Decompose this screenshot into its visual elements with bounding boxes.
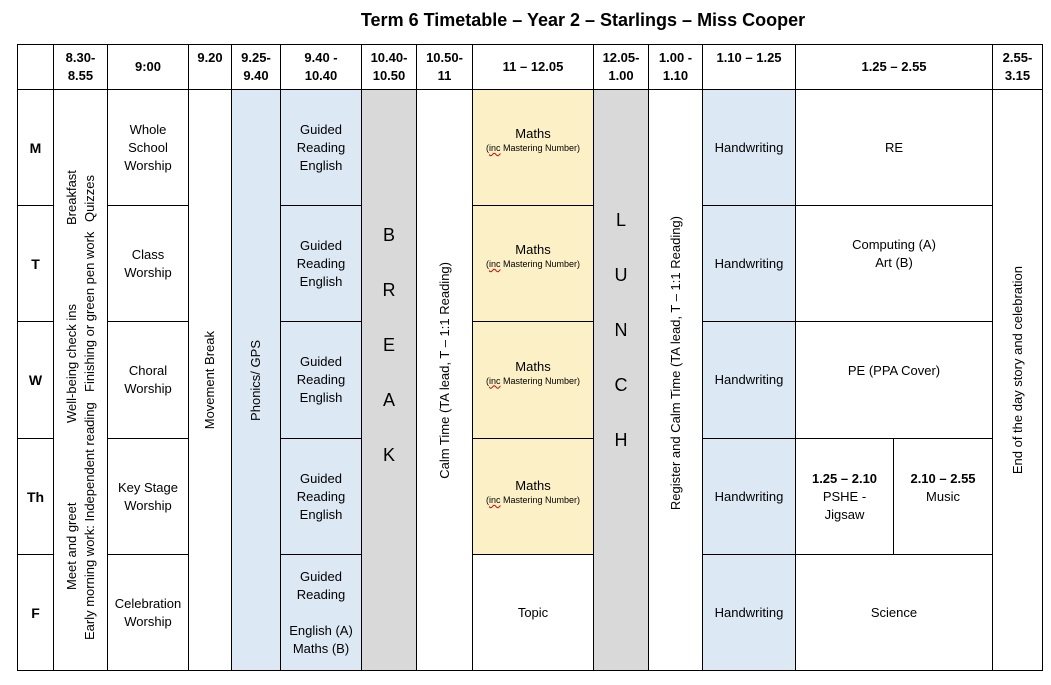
header-corner	[17, 44, 54, 90]
maths-label: Maths	[515, 478, 551, 493]
guided-line: Guided	[300, 237, 342, 253]
subject-label: Computing (A)	[852, 237, 936, 252]
subject-label: Art (B)	[875, 255, 913, 270]
guided-line: English	[299, 390, 343, 405]
subject-label: Jigsaw	[824, 506, 865, 522]
movement-break-cell	[188, 89, 232, 671]
header-label: 2.55- 3.15	[1002, 50, 1033, 83]
header-time-1050	[416, 44, 473, 90]
guided-line: Guided	[300, 568, 342, 584]
handwriting-label: Handwriting	[714, 139, 784, 155]
subject-label: PSHE -	[822, 488, 867, 504]
register-calm-cell	[648, 89, 703, 671]
header-time-0830	[53, 44, 108, 90]
maths-sub-rest: Mastering Number	[500, 495, 578, 505]
page-title: Term 6 Timetable – Year 2 – Starlings – Miss Cooper	[360, 10, 806, 30]
handwriting-label: Handwriting	[714, 372, 784, 387]
header-time-0900	[107, 44, 189, 90]
register-calm-label: Register and Calm Time (TA lead, T – 1:1 Reading)	[667, 215, 683, 511]
worship-tue	[107, 205, 189, 322]
calm-time-label: Calm Time (TA lead, T – 1:1 Reading)	[436, 261, 452, 479]
guided-reading-wed	[280, 321, 362, 439]
header-time-1040	[361, 44, 417, 90]
day-label-wed: W	[17, 321, 54, 439]
header-label: 1.25 – 2.55	[861, 59, 927, 74]
guided-reading-mon	[280, 89, 362, 206]
maths-tue	[472, 205, 594, 322]
handwriting-label: Handwriting	[714, 488, 784, 504]
guided-reading-fri	[280, 554, 362, 671]
guided-line: English	[299, 273, 343, 289]
calm-time-cell	[416, 89, 473, 671]
early-morning-cell	[53, 89, 108, 671]
header-label: 12.05- 1.00	[602, 50, 640, 83]
header-label: 9.20	[197, 50, 223, 65]
maths-wed	[472, 321, 594, 439]
guided-line: Guided	[300, 470, 342, 486]
maths-sub: (inc Mastering Number)	[485, 259, 581, 269]
break-cell	[361, 89, 417, 671]
end-of-day-cell	[992, 89, 1043, 671]
early-text: Finishing or green pen work	[81, 231, 97, 393]
maths-sub-prefix: inc	[488, 259, 501, 269]
maths-sub-prefix: inc	[488, 143, 501, 153]
movement-break-label: Movement Break	[202, 330, 217, 430]
maths-label: Maths	[515, 358, 551, 374]
guided-line: Guided	[300, 354, 342, 369]
header-time-1205	[593, 44, 649, 90]
subject-label: Science	[870, 604, 918, 620]
maths-thu	[472, 438, 594, 555]
break-letter: A	[382, 389, 395, 410]
handwriting-fri	[702, 554, 796, 671]
worship-label: Key Stage Worship	[118, 479, 178, 513]
guided-line: Maths (B)	[292, 640, 350, 656]
maths-sub: (inc Mastering Number)	[485, 495, 581, 505]
afternoon-thu-left	[795, 438, 894, 555]
early-morning-line1	[63, 170, 81, 590]
maths-sub-prefix: inc	[488, 375, 501, 386]
worship-label: Class Worship	[124, 246, 172, 280]
guided-line: Guided	[300, 121, 342, 137]
header-label: 9.25- 9.40	[241, 50, 271, 83]
guided-line: Reading	[296, 255, 346, 271]
handwriting-mon	[702, 89, 796, 206]
worship-mon	[107, 89, 189, 206]
guided-line: Reading	[296, 372, 346, 387]
handwriting-label: Handwriting	[714, 255, 784, 271]
subject-label: RE	[884, 139, 904, 155]
worship-fri	[107, 554, 189, 671]
guided-line: Reading	[296, 139, 346, 155]
handwriting-tue	[702, 205, 796, 322]
header-label: 10.40- 10.50	[370, 50, 408, 83]
guided-line: Reading	[296, 488, 346, 504]
end-of-day-label: End of the day story and celebration	[1009, 265, 1025, 475]
header-time-1300	[648, 44, 703, 90]
phonics-cell	[231, 89, 281, 671]
maths-sub-rest: Mastering Number	[500, 259, 578, 269]
header-label: 1.10 – 1.25	[716, 50, 782, 65]
early-morning-line2	[81, 120, 99, 640]
session-time: 2.10 – 2.55	[910, 470, 976, 486]
header-time-0925	[231, 44, 281, 90]
maths-label: Maths	[515, 126, 551, 141]
break-letter: E	[382, 334, 395, 355]
afternoon-mon	[795, 89, 993, 206]
maths-label: Maths	[515, 242, 551, 257]
header-label: 11 – 12.05	[502, 59, 564, 74]
guided-line: English (A)	[289, 622, 353, 638]
lunch-letter: H	[614, 429, 628, 450]
topic-fri	[472, 554, 594, 671]
early-text: Quizzes	[81, 174, 97, 222]
maths-mon	[472, 89, 594, 206]
lunch-letter: N	[614, 319, 628, 340]
lunch-cell	[593, 89, 649, 671]
guided-line: English	[299, 157, 343, 173]
afternoon-thu-right	[893, 438, 993, 555]
session-time: 1.25 – 2.10	[811, 470, 878, 486]
worship-wed	[107, 321, 189, 439]
maths-sub-rest: Mastering Number	[500, 375, 578, 386]
header-label: 9.40 - 10.40	[304, 50, 338, 83]
guided-reading-tue	[280, 205, 362, 322]
header-time-0920	[188, 44, 232, 90]
lunch-letter: L	[615, 209, 626, 230]
day-label-tue: T	[17, 205, 54, 322]
header-time-0940	[280, 44, 362, 90]
header-label: 1.00 - 1.10	[658, 50, 693, 83]
early-text: Meet and greet	[63, 502, 79, 590]
worship-label: Choral Worship	[124, 363, 172, 396]
handwriting-label: Handwriting	[714, 604, 784, 620]
maths-sub: (inc Mastering Number)	[485, 375, 581, 386]
subject-label: Music	[926, 488, 960, 504]
subject-label: PE (PPA Cover)	[847, 363, 941, 378]
break-letter: K	[382, 444, 395, 465]
header-time-1325	[795, 44, 993, 90]
day-label-fri: F	[17, 554, 54, 671]
early-text: Breakfast	[63, 170, 79, 225]
early-text: Well-being check ins	[63, 304, 79, 424]
worship-label: Whole School Worship	[124, 121, 172, 173]
maths-sub-rest: Mastering Number	[500, 143, 578, 153]
header-time-1455	[992, 44, 1043, 90]
header-label: 9:00	[134, 59, 162, 74]
topic-label: Topic	[517, 604, 549, 620]
afternoon-tue	[795, 205, 993, 322]
lunch-letter: C	[614, 374, 628, 395]
worship-thu	[107, 438, 189, 555]
lunch-letter: U	[614, 264, 628, 285]
maths-sub: (inc Mastering Number)	[485, 143, 581, 153]
worship-label: Celebration Worship	[114, 595, 182, 629]
header-label: 8.30- 8.55	[65, 50, 96, 83]
afternoon-fri	[795, 554, 993, 671]
maths-sub-prefix: inc	[488, 495, 501, 505]
guided-line: Reading	[296, 586, 346, 602]
guided-reading-thu	[280, 438, 362, 555]
early-text: Early morning work: Independent reading	[81, 402, 97, 640]
phonics-label: Phonics/ GPS	[248, 339, 263, 421]
day-label-thu: Th	[17, 438, 54, 555]
handwriting-wed	[702, 321, 796, 439]
day-label-mon: M	[17, 89, 54, 206]
guided-line: English	[299, 506, 343, 522]
handwriting-thu	[702, 438, 796, 555]
break-letter: B	[382, 224, 395, 245]
break-letter: R	[382, 279, 396, 300]
afternoon-wed	[795, 321, 993, 439]
header-label: 10.50- 11	[426, 50, 463, 83]
header-time-1310	[702, 44, 796, 90]
header-time-1100	[472, 44, 594, 90]
